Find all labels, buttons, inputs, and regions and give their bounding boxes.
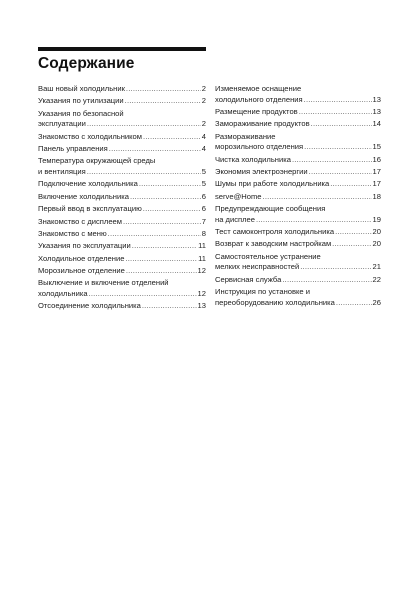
dot-leader	[108, 229, 201, 240]
toc-entry-row	[215, 119, 381, 130]
toc-entry-row	[215, 262, 381, 273]
toc-entry	[38, 254, 206, 265]
toc-entry-row	[215, 298, 381, 309]
toc-page-number: 2	[201, 96, 206, 106]
toc-entry-row	[38, 217, 206, 228]
dot-leader	[132, 241, 197, 252]
toc-entry-row	[215, 107, 381, 118]
toc-entry	[215, 227, 381, 238]
toc-entry-row	[215, 155, 381, 166]
toc-entry-title-line: Предупреждающие сообщения	[215, 204, 326, 214]
toc-entry-title-line: Замораживание продуктов	[215, 119, 310, 129]
dot-leader	[109, 144, 201, 155]
toc-entry	[38, 229, 206, 240]
dot-leader	[125, 96, 201, 107]
toc-entry-row	[38, 96, 206, 107]
dot-leader	[304, 142, 371, 153]
dot-leader	[300, 262, 371, 273]
toc-entry-title-line: Температура окружающей среды	[38, 156, 156, 166]
dot-leader	[304, 95, 372, 106]
toc-entry	[215, 107, 381, 118]
toc-entry-title-line: Тест самоконтроля холодильника	[215, 227, 335, 237]
dot-leader	[142, 301, 197, 312]
toc-entry-title-line: Знакомство с меню	[38, 228, 107, 238]
dot-leader	[126, 84, 201, 95]
toc-entry-title-line: Ваш новый холодильник	[38, 84, 125, 93]
toc-entry	[38, 96, 206, 107]
toc-entry-title-line: и вентиляция	[38, 166, 86, 176]
toc-entry-row	[215, 239, 381, 250]
toc-entry-row	[38, 289, 206, 300]
toc-entry-title-line: на дисплее	[215, 214, 255, 224]
toc-entry-title-line: Возврат к заводским настройкам	[215, 239, 332, 249]
dot-leader	[89, 289, 197, 300]
toc-entry-row	[38, 266, 206, 277]
toc-page-number: 7	[201, 216, 206, 226]
toc-entry	[215, 192, 381, 203]
toc-entry-row	[38, 144, 206, 155]
toc-page-number: 12	[197, 266, 206, 276]
toc-entry-title-line: Инструкция по установке и	[215, 287, 310, 297]
toc-entry-title-line: Выключение и включение отделений	[38, 278, 169, 288]
toc-page-number: 14	[372, 119, 381, 129]
toc-entry	[38, 192, 206, 203]
toc-page-number: 11	[198, 253, 206, 263]
toc-entry-title-line: Экономия электроэнергии	[215, 166, 308, 176]
dot-leader	[263, 192, 372, 203]
toc-page-number: 13	[372, 94, 381, 104]
toc-right-column	[215, 84, 381, 310]
toc-entry-row	[38, 179, 206, 190]
toc-entry	[38, 84, 206, 95]
toc-entry	[38, 109, 206, 130]
dot-leader	[139, 179, 201, 190]
toc-page-number: 4	[201, 144, 206, 154]
toc-entry-title-line: Указания по безопасной	[38, 108, 124, 118]
dot-leader	[299, 107, 372, 118]
toc-entry-row	[215, 142, 381, 153]
toc-entry-row	[38, 167, 206, 178]
toc-entry	[215, 119, 381, 130]
toc-entry-row	[215, 227, 381, 238]
toc-entry	[215, 167, 381, 178]
dot-leader	[282, 275, 371, 286]
toc-entry-row	[38, 119, 206, 130]
toc-entry-title-line: Панель управления	[38, 144, 108, 154]
page-title: Содержание	[38, 55, 135, 72]
toc-entry-title-line: Шумы при работе холодильника	[215, 179, 330, 189]
toc-entry-row	[215, 167, 381, 178]
toc-entry-title-line: serve@Home	[215, 191, 262, 201]
dot-leader	[130, 192, 201, 203]
toc-entry-title-line: Размораживание	[215, 131, 276, 141]
toc-page-number: 20	[372, 227, 381, 237]
toc-entry-title-line: Морозильное отделение	[38, 266, 125, 276]
toc-entry-title-line: Включение холодильника	[38, 191, 129, 201]
dot-leader	[126, 266, 197, 277]
toc-entry-title-line: холодильника	[38, 288, 88, 298]
toc-entry	[38, 241, 206, 252]
toc-entry	[38, 204, 206, 215]
toc-page-number: 2	[201, 84, 206, 93]
toc-entry	[38, 179, 206, 190]
toc-page-number: 8	[201, 228, 206, 238]
dot-leader	[330, 179, 371, 190]
toc-page-number: 17	[372, 179, 381, 189]
dot-leader	[292, 155, 372, 166]
toc-entry-row	[38, 301, 206, 312]
toc-entry	[215, 204, 381, 225]
toc-entry-title-line: Холодильное отделение	[38, 253, 125, 263]
dot-leader	[123, 217, 201, 228]
toc-entry	[215, 287, 381, 308]
toc-page-number: 20	[372, 239, 381, 249]
toc-entry	[38, 217, 206, 228]
toc-entry-row	[215, 179, 381, 190]
toc-entry	[215, 155, 381, 166]
dot-leader	[143, 204, 201, 215]
toc-entry-title-line: Знакомство с дисплеем	[38, 216, 122, 226]
toc-entry-title-line: Самостоятельное устранение	[215, 251, 321, 261]
toc-entry-row	[38, 241, 206, 252]
toc-entry	[215, 275, 381, 286]
toc-page-number: 13	[372, 106, 381, 116]
dot-leader	[335, 227, 371, 238]
toc-entry-row	[38, 204, 206, 215]
toc-page-number: 19	[372, 214, 381, 224]
dot-leader	[311, 119, 372, 130]
dot-leader	[143, 132, 201, 143]
toc-page-number: 5	[201, 166, 206, 176]
toc-page-number: 26	[372, 297, 381, 307]
toc-entry	[38, 266, 206, 277]
toc-page-number: 15	[372, 142, 381, 152]
toc-entry-row	[38, 229, 206, 240]
toc-entry	[38, 156, 206, 177]
toc-entry-title-line: переоборудованию холодильника	[215, 297, 335, 307]
toc-entry-title-line: Первый ввод в эксплуатацию	[38, 204, 142, 214]
toc-entry-row	[38, 84, 206, 95]
toc-entry-title-line: мелких неисправностей	[215, 262, 300, 272]
dot-leader	[125, 254, 197, 265]
dot-leader	[87, 167, 201, 178]
toc-entry	[215, 132, 381, 153]
toc-page-number: 22	[372, 274, 381, 284]
toc-page-number: 17	[372, 166, 381, 176]
toc-page-number: 6	[201, 204, 206, 214]
toc-entry-title-line: холодильного отделения	[215, 94, 303, 104]
toc-page-number: 12	[197, 288, 206, 298]
toc-page-number: 2	[201, 119, 206, 129]
toc-entry-title-line: Сервисная служба	[215, 274, 282, 284]
title-rule	[38, 47, 206, 51]
dot-leader	[87, 119, 201, 130]
toc-page-number: 6	[201, 191, 206, 201]
toc-entry-title-line: Знакомство с холодильником	[38, 131, 143, 141]
toc-page-number: 18	[372, 191, 381, 201]
toc-entry-row	[215, 95, 381, 106]
toc-entry-title-line: эксплуатации	[38, 119, 86, 129]
toc-page-number: 5	[201, 179, 206, 189]
toc-entry-title-line: Подключение холодильника	[38, 179, 138, 189]
toc-entry-row	[38, 132, 206, 143]
toc-entry	[38, 144, 206, 155]
toc-entry	[38, 132, 206, 143]
toc-page-number: 4	[201, 131, 206, 141]
toc-page-number: 13	[197, 301, 206, 311]
toc-entry-row	[38, 192, 206, 203]
toc-entry-row	[215, 215, 381, 226]
toc-page-number: 16	[372, 154, 381, 164]
toc-entry	[215, 179, 381, 190]
toc-left-column	[38, 84, 206, 314]
toc-page-number: 11	[198, 241, 206, 251]
toc-entry-title-line: Указания по эксплуатации	[38, 241, 131, 251]
toc-entry-title-line: Размещение продуктов	[215, 106, 298, 116]
toc-entry	[38, 278, 206, 299]
toc-entry-row	[38, 254, 206, 265]
dot-leader	[332, 239, 371, 250]
toc-entry-title-line: морозильного отделения	[215, 142, 304, 152]
dot-leader	[256, 215, 372, 226]
toc-entry	[215, 84, 381, 105]
dot-leader	[336, 298, 372, 309]
toc-page-number: 21	[372, 262, 381, 272]
dot-leader	[309, 167, 372, 178]
toc-entry-row	[215, 192, 381, 203]
toc-entry-row	[215, 275, 381, 286]
toc-entry	[215, 239, 381, 250]
toc-entry	[215, 252, 381, 273]
toc-entry-title-line: Чистка холодильника	[215, 154, 291, 164]
toc-entry-title-line: Указания по утилизации	[38, 96, 124, 106]
toc-entry-title-line: Отсоединение холодильника	[38, 301, 141, 311]
toc-entry-title-line: Изменяемое оснащение	[215, 84, 302, 93]
toc-entry	[38, 301, 206, 312]
